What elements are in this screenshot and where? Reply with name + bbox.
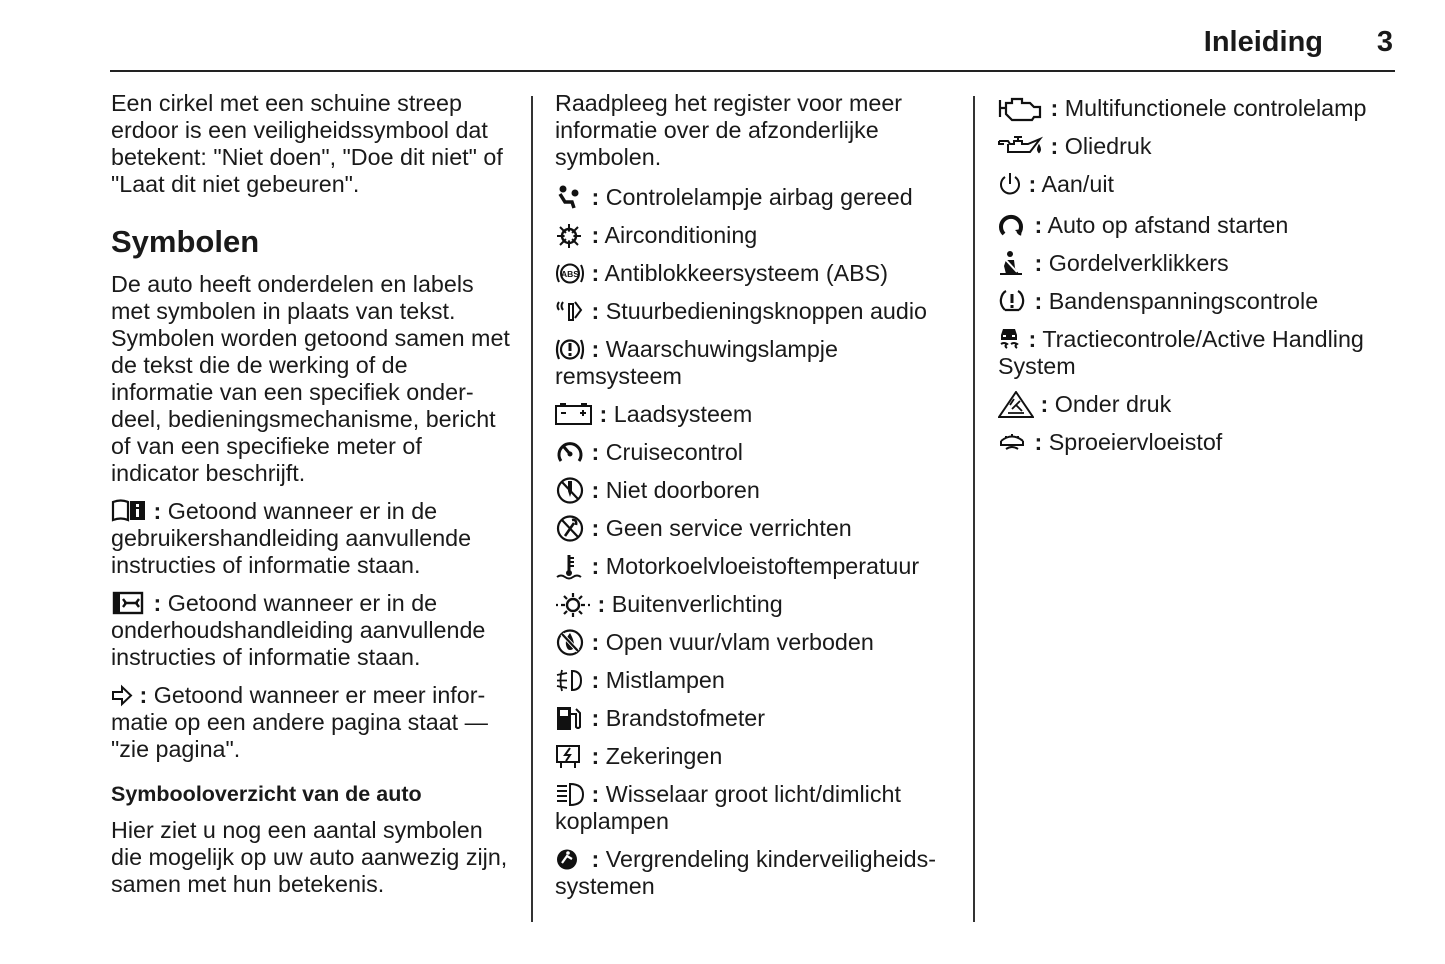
symbol-entry: : Brandstofmeter <box>555 705 955 732</box>
intro-paragraph: Raadpleeg het register voor meer informatie over de afzonderlijke symbolen. <box>555 90 903 170</box>
steering-audio-icon <box>555 298 585 325</box>
symbol-description: Multifunctionele controlelamp <box>1064 95 1367 121</box>
column-2 <box>555 90 955 911</box>
book-icon <box>111 498 147 525</box>
symbol-description: Waarschuwingslampje remsysteem <box>555 336 838 389</box>
symbol-description: Wisselaar groot licht/dimlicht koplampen <box>555 781 901 834</box>
header-rule <box>110 70 1395 72</box>
symbol-entry: : Zekeringen <box>555 743 955 770</box>
symbol-entry: : Motorkoelvloeistoftemperatuur <box>555 553 955 580</box>
symbol-entry: : Waarschuwingslampje remsysteem <box>555 336 838 389</box>
cruise-control-icon <box>555 439 585 466</box>
svg-text:ABS: ABS <box>561 269 579 279</box>
oil-pressure-icon <box>998 133 1044 160</box>
column-3 <box>998 95 1398 467</box>
symbol-description: Onder druk <box>1054 391 1172 417</box>
symbol-description: Open vuur/vlam verboden <box>605 629 874 655</box>
symbol-description: Airconditioning <box>604 222 758 248</box>
symbol-description: Getoond wanneer er in de gebruikershandleiding aanvullende instructies of informatie staan. <box>111 498 472 578</box>
symbol-entry: : Getoond wanneer er meer informatie op een andere pagina staat — "zie pagina". <box>111 682 488 762</box>
symbol-entry: : Multifunctionele controlelamp <box>998 95 1398 122</box>
arrow-right-icon <box>111 682 133 709</box>
symbol-entry: : Buitenverlichting <box>555 591 955 618</box>
symbol-entry: : Controlelampje airbag gereed <box>555 184 955 211</box>
symbol-description: Auto op afstand starten <box>1047 212 1289 238</box>
outro-paragraph: Hier ziet u nog een aantal symbolen die mogelijk op uw auto aanwezig zijn, samen met hun betekenis. <box>111 817 508 897</box>
symbol-entry: : Auto op afstand starten <box>998 212 1398 239</box>
symbol-entry: : Stuurbedieningsknoppen audio <box>555 298 955 325</box>
symbol-description: Vergrendeling kinderveiligheidssystemen <box>555 846 936 899</box>
symbol-description: Brandstofmeter <box>605 705 766 731</box>
engine-check-icon <box>998 95 1044 122</box>
fog-lamp-icon <box>555 667 585 694</box>
battery-icon <box>555 401 593 428</box>
symbol-description: Getoond wanneer er in de onderhoudshandleiding aanvullende instructies of informatie staan. <box>111 590 486 670</box>
symbol-entry: : Cruisecontrol <box>555 439 955 466</box>
column-divider <box>531 96 533 922</box>
symbol-entry: : Aan/uit <box>998 171 1398 198</box>
symbol-entry: : Bandenspanningscontrole <box>998 288 1398 315</box>
symbol-description: Tractiecontrole/Active Handling System <box>998 326 1364 379</box>
abs-icon <box>555 260 585 287</box>
symbol-description: Zekeringen <box>605 743 723 769</box>
symbol-entry: : Vergrendeling kinderveiligheidssystemen <box>555 846 936 899</box>
under-pressure-icon <box>998 391 1034 418</box>
column-divider <box>973 96 975 922</box>
coolant-temperature-icon <box>555 553 585 580</box>
no-service-icon <box>555 515 585 542</box>
tire-pressure-icon <box>998 288 1028 315</box>
seatbelt-icon <box>998 250 1028 277</box>
symbol-entry: : Getoond wanneer er in de onderhoudshandleiding aanvullende instructies of informatie staan. <box>111 590 486 670</box>
symbol-entry: : Laadsysteem <box>555 401 955 428</box>
symbol-description: Niet doorboren <box>605 477 760 503</box>
child-lock-icon <box>555 846 585 873</box>
remote-start-icon <box>998 212 1028 239</box>
air-conditioning-icon <box>555 222 585 249</box>
symbol-entry: : Niet doorboren <box>555 477 955 504</box>
symbol-description: Laadsysteem <box>613 401 753 427</box>
symbol-description: Controlelampje airbag gereed <box>605 184 913 210</box>
symbol-description: Mistlampen <box>605 667 725 693</box>
no-drill-icon <box>555 477 585 504</box>
symbol-description: Stuurbedieningsknoppen audio <box>605 298 927 324</box>
symbol-description: Buitenverlichting <box>611 591 783 617</box>
section-title: Inleiding <box>1203 26 1323 58</box>
power-icon <box>998 171 1022 198</box>
symbol-description: Oliedruk <box>1064 133 1152 159</box>
symbol-entry: : Getoond wanneer er in de gebruikershandleiding aanvullende instructies of informatie staan. <box>111 498 472 578</box>
service-manual-icon <box>111 590 147 617</box>
brake-warning-icon <box>555 336 585 363</box>
symbol-entry: : Mistlampen <box>555 667 955 694</box>
washer-fluid-icon <box>998 429 1028 456</box>
page-number: 3 <box>1376 26 1393 58</box>
intro-paragraph: Een cirkel met een schuine streep erdoor is een veiligheidssymbool dat betekent: "Niet doen", "Doe dit niet" of "Laat dit niet gebeuren". <box>111 90 503 197</box>
section-heading: Symbolen <box>111 224 260 259</box>
symbol-entry: : Onder druk <box>998 391 1398 418</box>
no-open-flame-icon <box>555 629 585 656</box>
symbol-description: Aan/uit <box>1041 171 1114 197</box>
exterior-lights-icon <box>555 591 591 618</box>
body-paragraph: De auto heeft onderdelen en labels met symbolen in plaats van tekst. Symbolen worden getoond samen met de tekst die de werking of de informatie van een specifiek onderdeel, bedieningsmechanisme, bericht of van een specifieke meter of indicator beschrijft. <box>111 271 510 486</box>
traction-control-icon <box>998 326 1022 353</box>
symbol-entry: ABS : Antiblokkeersysteem (ABS) <box>555 260 955 287</box>
symbol-description: Cruisecontrol <box>605 439 743 465</box>
airbag-icon <box>555 184 585 211</box>
symbol-description: Geen service verrichten <box>605 515 852 541</box>
subheading: Symbooloverzicht van de auto <box>111 782 422 806</box>
symbol-entry: : Gordelverklikkers <box>998 250 1398 277</box>
symbol-description: Getoond wanneer er meer informatie op een andere pagina staat — "zie pagina". <box>111 682 488 762</box>
fuse-icon <box>555 743 585 770</box>
symbol-entry: : Geen service verrichten <box>555 515 955 542</box>
symbol-entry: : Airconditioning <box>555 222 955 249</box>
symbol-entry: : Wisselaar groot licht/dimlicht koplampen <box>555 781 901 834</box>
symbol-description: Antiblokkeersysteem (ABS) <box>604 260 888 286</box>
symbol-description: Bandenspanningscontrole <box>1048 288 1319 314</box>
symbol-entry: : Tractiecontrole/Active Handling System <box>998 326 1364 379</box>
column-1 <box>111 90 511 909</box>
high-beam-icon <box>555 781 585 808</box>
symbol-entry: : Open vuur/vlam verboden <box>555 629 955 656</box>
symbol-entry: : Sproeiervloeistof <box>998 429 1398 456</box>
fuel-gauge-icon <box>555 705 585 732</box>
symbol-description: Gordelverklikkers <box>1048 250 1229 276</box>
symbol-description: Motorkoelvloeistoftemperatuur <box>605 553 920 579</box>
symbol-description: Sproeiervloeistof <box>1048 429 1223 455</box>
symbol-entry: : Oliedruk <box>998 133 1398 160</box>
